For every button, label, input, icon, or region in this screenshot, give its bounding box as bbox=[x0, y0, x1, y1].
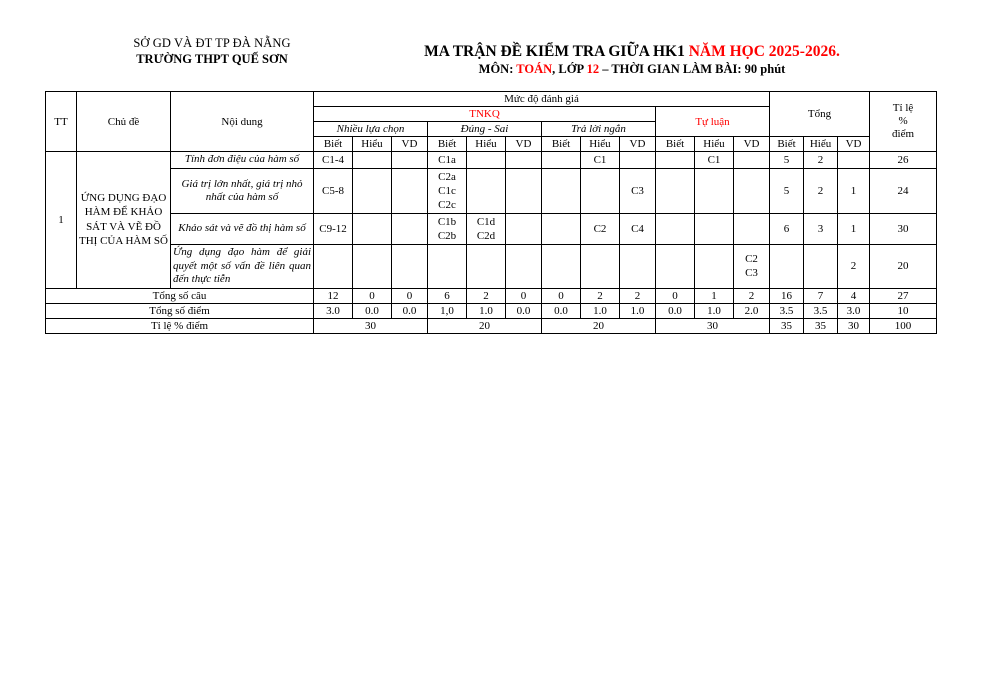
header-level-tl-biet: Biết bbox=[656, 137, 695, 152]
summary-tln-vd: 2 bbox=[620, 288, 656, 303]
cell-total-biet: 5 bbox=[770, 152, 804, 169]
header-cell-assessment-level: Mức độ đánh giá bbox=[314, 92, 770, 107]
document-title-block bbox=[352, 42, 912, 78]
summary-tln-biet: 0 bbox=[542, 288, 581, 303]
header-level-mc-biet: Biết bbox=[314, 137, 353, 152]
cell-ds-vd bbox=[506, 152, 542, 169]
header-level-total-hieu: Hiểu bbox=[804, 137, 838, 152]
cell-ds-hieu bbox=[467, 245, 506, 289]
summary-percent-tln: 20 bbox=[542, 318, 656, 333]
header-cell-tu-luan: Tự luận bbox=[656, 107, 770, 137]
header-cell-subject: Chủ đề bbox=[77, 92, 171, 152]
summary-total-hieu: 3.5 bbox=[804, 303, 838, 318]
cell-mc-biet bbox=[314, 245, 353, 289]
cell-tln-vd bbox=[620, 152, 656, 169]
subtitle-grade-label: , LỚP bbox=[552, 62, 587, 76]
subtitle-subject-value: TOÁN bbox=[516, 62, 553, 76]
summary-percent-tl: 30 bbox=[656, 318, 770, 333]
cell-tl-vd bbox=[734, 152, 770, 169]
summary-tln-hieu: 1.0 bbox=[581, 303, 620, 318]
cell-total-hieu: 2 bbox=[804, 152, 838, 169]
cell-percentage: 30 bbox=[870, 214, 937, 245]
header-level-total-vd: VD bbox=[838, 137, 870, 152]
header-cell-total: Tổng bbox=[770, 92, 870, 137]
cell-mc-hieu bbox=[353, 169, 392, 214]
content-cell: Giá trị lớn nhất, giá trị nhỏ nhất của hàm số bbox=[171, 169, 314, 214]
header-level-tln-vd: VD bbox=[620, 137, 656, 152]
summary-row-question-count bbox=[46, 288, 937, 303]
summary-total-vd: 3.0 bbox=[838, 303, 870, 318]
header-level-ds-vd: VD bbox=[506, 137, 542, 152]
header-cell-true-false: Đúng - Sai bbox=[428, 122, 542, 137]
summary-total-biet: 35 bbox=[770, 318, 804, 333]
table-row bbox=[46, 245, 937, 289]
header-cell-content: Nội dung bbox=[171, 92, 314, 152]
subtitle-duration: – THỜI GIAN LÀM BÀI: 90 phút bbox=[599, 62, 786, 76]
header-level-total-biet: Biết bbox=[770, 137, 804, 152]
cell-mc-vd bbox=[392, 152, 428, 169]
cell-tln-hieu bbox=[581, 169, 620, 214]
percentage-label-line2: % bbox=[898, 115, 908, 127]
cell-tln-vd: C4 bbox=[620, 214, 656, 245]
header-level-tl-vd: VD bbox=[734, 137, 770, 152]
header-level-tln-biet: Biết bbox=[542, 137, 581, 152]
summary-total-biet: 3.5 bbox=[770, 303, 804, 318]
cell-total-vd: 1 bbox=[838, 169, 870, 214]
cell-total-vd: 2 bbox=[838, 245, 870, 289]
cell-tln-biet bbox=[542, 152, 581, 169]
cell-mc-vd bbox=[392, 214, 428, 245]
summary-total-biet: 16 bbox=[770, 288, 804, 303]
cell-total-hieu: 2 bbox=[804, 169, 838, 214]
header-cell-tt: TT bbox=[46, 92, 77, 152]
cell-mc-hieu bbox=[353, 245, 392, 289]
cell-ds-vd bbox=[506, 169, 542, 214]
summary-ds-biet: 1,0 bbox=[428, 303, 467, 318]
cell-tl-hieu bbox=[695, 245, 734, 289]
summary-ds-hieu: 1.0 bbox=[467, 303, 506, 318]
summary-label-percentage: Tỉ lệ % điểm bbox=[46, 318, 314, 333]
title-prefix-text: MA TRẬN ĐỀ KIỂM TRA GIỮA HK1 bbox=[424, 43, 689, 60]
cell-total-hieu: 3 bbox=[804, 214, 838, 245]
summary-tl-biet: 0.0 bbox=[656, 303, 695, 318]
header-cell-tnkq: TNKQ bbox=[314, 107, 656, 122]
exam-matrix-table bbox=[45, 91, 937, 334]
content-cell: Ứng dụng đạo hàm để giải quyết một số vấn đề liên quan đến thực tiễn bbox=[171, 245, 314, 289]
cell-percentage: 26 bbox=[870, 152, 937, 169]
cell-ds-biet: C2a C1c C2c bbox=[428, 169, 467, 214]
summary-tln-vd: 1.0 bbox=[620, 303, 656, 318]
subtitle-grade-value: 12 bbox=[586, 62, 600, 76]
summary-total-vd: 4 bbox=[838, 288, 870, 303]
summary-tl-hieu: 1.0 bbox=[695, 303, 734, 318]
page-title bbox=[352, 42, 912, 61]
cell-tln-vd: C3 bbox=[620, 169, 656, 214]
summary-percent-ds: 20 bbox=[428, 318, 542, 333]
cell-mc-biet: C9-12 bbox=[314, 214, 353, 245]
title-school-year: NĂM HỌC 2025-2026. bbox=[688, 43, 840, 60]
summary-label-question-count: Tổng số câu bbox=[46, 288, 314, 303]
cell-tln-biet bbox=[542, 245, 581, 289]
cell-total-biet: 6 bbox=[770, 214, 804, 245]
content-cell: Khảo sát và vẽ đồ thị hàm số bbox=[171, 214, 314, 245]
header-cell-multiple-choice: Nhiều lựa chọn bbox=[314, 122, 428, 137]
cell-tl-vd bbox=[734, 214, 770, 245]
percentage-label-line1: Tỉ lệ bbox=[892, 102, 914, 114]
header-level-tl-hieu: Hiểu bbox=[695, 137, 734, 152]
summary-tl-hieu: 1 bbox=[695, 288, 734, 303]
cell-total-hieu bbox=[804, 245, 838, 289]
summary-mc-hieu: 0.0 bbox=[353, 303, 392, 318]
summary-tl-biet: 0 bbox=[656, 288, 695, 303]
summary-total-hieu: 7 bbox=[804, 288, 838, 303]
cell-mc-biet: C5-8 bbox=[314, 169, 353, 214]
cell-mc-vd bbox=[392, 245, 428, 289]
summary-mc-hieu: 0 bbox=[353, 288, 392, 303]
header-level-ds-biet: Biết bbox=[428, 137, 467, 152]
summary-tln-hieu: 2 bbox=[581, 288, 620, 303]
cell-mc-biet: C1-4 bbox=[314, 152, 353, 169]
table-row bbox=[46, 214, 937, 245]
summary-percentage: 10 bbox=[870, 303, 937, 318]
summary-mc-vd: 0 bbox=[392, 288, 428, 303]
page-subtitle bbox=[352, 61, 912, 78]
row-index-cell: 1 bbox=[46, 152, 77, 289]
cell-tl-biet bbox=[656, 214, 695, 245]
cell-percentage: 20 bbox=[870, 245, 937, 289]
summary-mc-biet: 3.0 bbox=[314, 303, 353, 318]
cell-mc-hieu bbox=[353, 214, 392, 245]
cell-tln-vd bbox=[620, 245, 656, 289]
summary-mc-biet: 12 bbox=[314, 288, 353, 303]
table-header-row-1 bbox=[46, 92, 937, 107]
cell-tl-biet bbox=[656, 245, 695, 289]
cell-ds-vd bbox=[506, 245, 542, 289]
cell-total-vd bbox=[838, 152, 870, 169]
document-header bbox=[0, 36, 982, 86]
header-level-mc-hieu: Hiểu bbox=[353, 137, 392, 152]
cell-ds-hieu bbox=[467, 152, 506, 169]
cell-mc-vd bbox=[392, 169, 428, 214]
cell-ds-biet: C1b C2b bbox=[428, 214, 467, 245]
summary-ds-biet: 6 bbox=[428, 288, 467, 303]
summary-percentage: 27 bbox=[870, 288, 937, 303]
summary-total-hieu: 35 bbox=[804, 318, 838, 333]
summary-label-score-total: Tổng số điểm bbox=[46, 303, 314, 318]
summary-percentage: 100 bbox=[870, 318, 937, 333]
summary-tl-vd: 2 bbox=[734, 288, 770, 303]
header-level-mc-vd: VD bbox=[392, 137, 428, 152]
cell-tln-biet bbox=[542, 169, 581, 214]
cell-mc-hieu bbox=[353, 152, 392, 169]
cell-tln-hieu bbox=[581, 245, 620, 289]
cell-tl-hieu: C1 bbox=[695, 152, 734, 169]
summary-percent-mc: 30 bbox=[314, 318, 428, 333]
header-level-ds-hieu: Hiểu bbox=[467, 137, 506, 152]
summary-ds-hieu: 2 bbox=[467, 288, 506, 303]
cell-tl-hieu bbox=[695, 169, 734, 214]
cell-total-biet bbox=[770, 245, 804, 289]
cell-ds-vd bbox=[506, 214, 542, 245]
cell-tln-hieu: C2 bbox=[581, 214, 620, 245]
cell-tl-hieu bbox=[695, 214, 734, 245]
percentage-label-line3: điểm bbox=[892, 128, 915, 140]
summary-total-vd: 30 bbox=[838, 318, 870, 333]
cell-tln-hieu: C1 bbox=[581, 152, 620, 169]
cell-tl-biet bbox=[656, 169, 695, 214]
cell-ds-biet: C1a bbox=[428, 152, 467, 169]
school-name: TRƯỜNG THPT QUẾ SƠN bbox=[136, 51, 288, 66]
department-name: SỞ GD VÀ ĐT TP ĐÀ NẴNG bbox=[133, 36, 291, 50]
summary-row-percentage bbox=[46, 318, 937, 333]
cell-percentage: 24 bbox=[870, 169, 937, 214]
header-cell-short-answer: Trả lời ngắn bbox=[542, 122, 656, 137]
table-row bbox=[46, 169, 937, 214]
summary-tl-vd: 2.0 bbox=[734, 303, 770, 318]
cell-tl-biet bbox=[656, 152, 695, 169]
cell-ds-hieu: C1d C2d bbox=[467, 214, 506, 245]
summary-tln-biet: 0.0 bbox=[542, 303, 581, 318]
summary-mc-vd: 0.0 bbox=[392, 303, 428, 318]
summary-ds-vd: 0 bbox=[506, 288, 542, 303]
summary-ds-vd: 0.0 bbox=[506, 303, 542, 318]
exam-matrix-table-wrapper bbox=[45, 91, 936, 334]
cell-tln-biet bbox=[542, 214, 581, 245]
topic-cell: ỨNG DỤNG ĐẠO HÀM ĐỂ KHẢO SÁT VÀ VẼ ĐỒ THỊ CỦA HÀM SỐ bbox=[77, 152, 171, 289]
subtitle-subject-label: MÔN: bbox=[478, 62, 517, 76]
table-row bbox=[46, 152, 937, 169]
cell-tl-vd: C2 C3 bbox=[734, 245, 770, 289]
summary-row-score-total bbox=[46, 303, 937, 318]
cell-ds-hieu bbox=[467, 169, 506, 214]
cell-total-biet: 5 bbox=[770, 169, 804, 214]
cell-tl-vd bbox=[734, 169, 770, 214]
header-cell-percentage bbox=[870, 92, 937, 152]
cell-total-vd: 1 bbox=[838, 214, 870, 245]
cell-ds-biet bbox=[428, 245, 467, 289]
school-identity-block bbox=[62, 36, 362, 67]
header-level-tln-hieu: Hiểu bbox=[581, 137, 620, 152]
content-cell: Tính đơn điệu của hàm số bbox=[171, 152, 314, 169]
